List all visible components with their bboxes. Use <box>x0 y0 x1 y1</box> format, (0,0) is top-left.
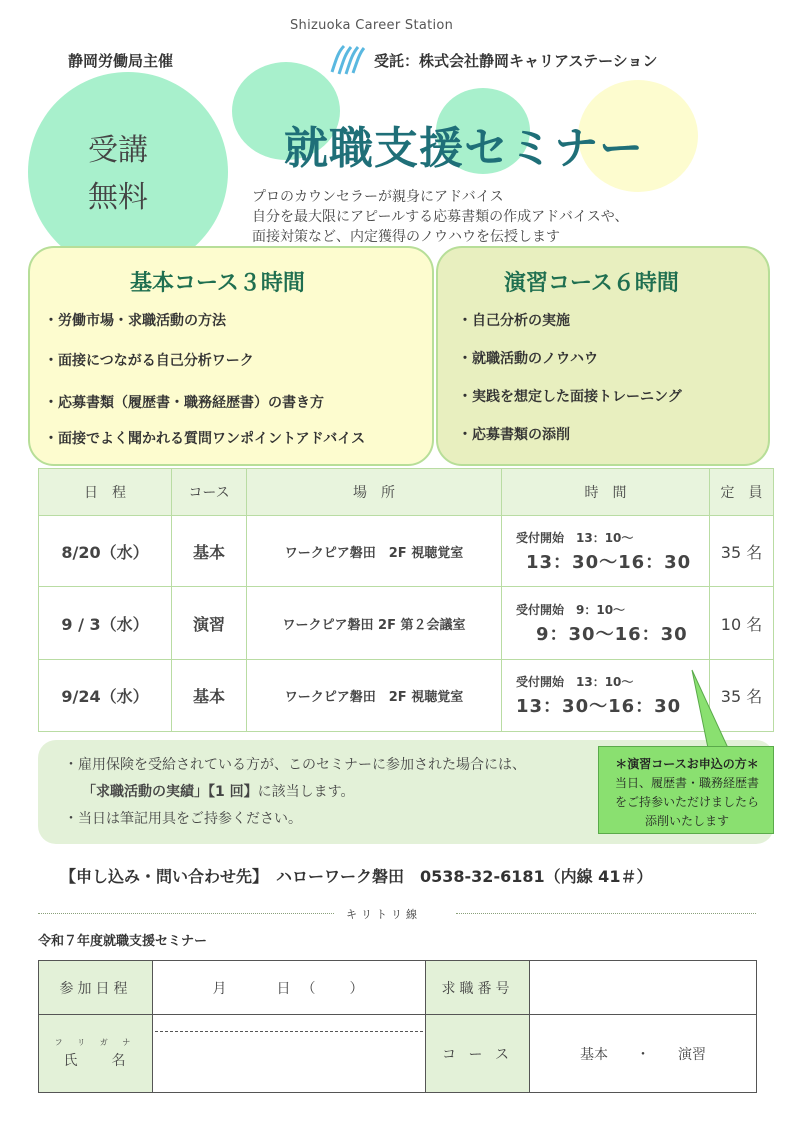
row3-course: 基本 <box>171 659 247 732</box>
practice-callout <box>598 746 774 834</box>
intro-line-1: プロのカウンセラーが親身にアドバイス <box>252 189 504 205</box>
form-course-label: コ ー ス <box>425 1014 530 1093</box>
form-course-field[interactable]: 基本 ・ 演習 <box>529 1014 757 1093</box>
practice-course-item: ・実践を想定した面接トレーニング <box>458 389 682 405</box>
table-header-course: コース <box>171 468 247 516</box>
row2-date: 9 / 3（水） <box>38 586 172 660</box>
basic-course-title: 基本コース３時間 <box>130 271 305 296</box>
form-name-label: 氏 名 <box>63 1053 128 1069</box>
intro-line-3: 面接対策など、内定獲得のノウハウを伝授します <box>252 229 560 245</box>
seminar-title: 就職支援セミナー <box>284 123 644 174</box>
callout-pointer <box>680 666 760 750</box>
row3-time <box>501 659 710 732</box>
cut-line-left <box>38 913 334 914</box>
basic-course-item: ・面接でよく聞かれる質問ワンポイントアドバイス <box>44 431 366 447</box>
row3-reception: 受付開始 13：10〜 <box>516 675 634 689</box>
form-date-field[interactable]: 月 日 （ ） <box>152 960 426 1015</box>
table-header-venue: 場 所 <box>246 468 502 516</box>
table-header-capacity: 定 員 <box>709 468 774 516</box>
practice-course-item: ・応募書類の添削 <box>458 427 570 443</box>
basic-course-item: ・応募書類（履歴書・職務経歴書）の書き方 <box>44 395 324 411</box>
table-header-date: 日 程 <box>38 468 172 516</box>
form-date-label: 参加日程 <box>38 960 153 1015</box>
schedule-table <box>38 468 774 732</box>
contact-info: 【申し込み・問い合わせ先】 ハローワーク磐田 0538-32-6181（内線 41＃） <box>60 867 653 886</box>
row3-capacity: 35 名 <box>709 659 774 732</box>
row1-reception: 受付開始 13：10〜 <box>516 530 634 545</box>
row2-time <box>501 586 710 660</box>
basic-course-box <box>28 246 434 466</box>
row1-time <box>501 515 710 587</box>
row2-course: 演習 <box>171 586 247 660</box>
note-line-2 <box>82 781 355 801</box>
callout-line: をご持参いただけましたら <box>614 795 759 809</box>
intro-line-2: 自分を最大限にアピールする応募書類の作成アドバイスや、 <box>252 209 629 225</box>
row1-date: 8/20（水） <box>38 515 172 587</box>
row1-venue: ワークピア磐田 2F 視聴覚室 <box>246 515 502 587</box>
practice-course-item: ・就職活動のノウハウ <box>458 351 598 367</box>
row3-venue: ワークピア磐田 2F 視聴覚室 <box>246 659 502 732</box>
host-organization: 静岡労働局主催 <box>68 52 174 70</box>
row1-time-range: 13：30〜16：30 <box>526 551 692 573</box>
practice-course-box <box>436 246 770 466</box>
practice-course-item: ・自己分析の実施 <box>458 313 570 329</box>
note-line-2-rest: に該当します。 <box>257 784 355 800</box>
basic-course-item: ・労働市場・求職活動の方法 <box>44 313 226 329</box>
form-title: 令和７年度就職支援セミナー <box>38 934 208 949</box>
form-name-label-cell <box>38 1014 153 1093</box>
company-logo-icon <box>328 42 368 78</box>
form-furigana-label: フ リ ガ ナ <box>54 1038 137 1047</box>
row2-venue: ワークピア磐田 2F 第２会議室 <box>246 586 502 660</box>
consigned-company: 受託：株式会社静岡キャリアステーション <box>374 52 658 70</box>
form-job-number-field[interactable] <box>529 960 757 1015</box>
table-header-time: 時 間 <box>501 468 710 516</box>
row2-capacity: 10 名 <box>709 586 774 660</box>
free-label-line2: 無料 <box>88 180 148 215</box>
note-line-1: ・雇用保険を受給されている方が、このセミナーに参加された場合には、 <box>64 757 526 773</box>
row1-capacity: 35 名 <box>709 515 774 587</box>
free-label-line1: 受講 <box>88 133 148 168</box>
form-name-field[interactable] <box>152 1014 426 1093</box>
practice-course-title: 演習コース６時間 <box>504 271 679 296</box>
row2-reception: 受付開始 9：10〜 <box>516 602 626 617</box>
brand-tagline: Shizuoka Career Station <box>290 18 454 33</box>
cut-line-right <box>456 913 756 914</box>
callout-heading: ＊演習コースお申込の方＊ <box>615 757 759 771</box>
form-job-number-label: 求職番号 <box>425 960 530 1015</box>
callout-line: 添削いたします <box>644 814 729 828</box>
row2-time-range: 9：30〜16：30 <box>536 623 688 645</box>
furigana-divider <box>155 1031 423 1032</box>
cut-line-label: キリトリ線 <box>346 908 421 921</box>
row3-date: 9/24（水） <box>38 659 172 732</box>
note-line-3: ・当日は筆記用具をご持参ください。 <box>64 811 302 827</box>
row3-time-range: 13：30〜16：30 <box>516 696 682 717</box>
note-emphasis: 「求職活動の実績」【1 回】 <box>82 784 258 800</box>
basic-course-item: ・面接につながる自己分析ワーク <box>44 353 254 369</box>
callout-line: 当日、履歴書・職務経歴書 <box>614 776 759 790</box>
row1-course: 基本 <box>171 515 247 587</box>
